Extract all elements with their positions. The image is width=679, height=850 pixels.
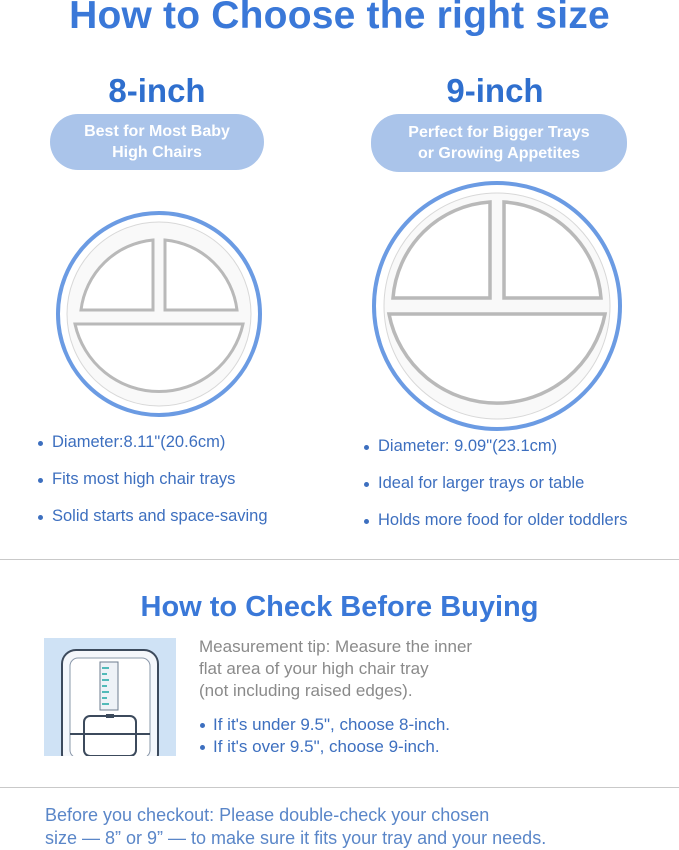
tagline-line: Perfect for Bigger Trays [408,124,590,141]
size-rules [199,714,450,758]
size-rule: If it's under 9.5", choose 8-inch. [199,714,450,736]
feature-item: Solid starts and space-saving [36,507,268,526]
plate-8-inch-image [55,210,263,418]
size-label-8-inch: 8-inch [108,72,206,109]
tagline-line: High Chairs [112,144,202,161]
high-chair-tray-illustration [44,638,176,756]
page-title: How to Choose the right size [69,0,610,37]
tip-line: flat area of your high chair tray [199,659,429,678]
reminder-line: Before you checkout: Please double-check your chosen [45,805,490,825]
section-divider [0,559,679,560]
checkout-reminder [45,804,675,850]
section-divider [0,787,679,788]
tagline-line: Best for Most Baby [84,123,230,140]
tagline-badge-8-inch [50,114,264,170]
feature-item: Ideal for larger trays or table [362,474,627,493]
size-label-9-inch: 9-inch [446,72,544,109]
check-section-title: How to Check Before Buying [140,591,539,623]
features-8-inch [36,433,268,526]
tagline-line: or Growing Appetites [417,145,581,162]
tip-line: (not including raised edges). [199,681,413,700]
feature-item: Fits most high chair trays [36,470,268,489]
feature-item: Diameter:8.11"(20.6cm) [36,433,268,452]
plate-9-inch-image [371,180,623,432]
size-rule: If it's over 9.5", choose 9-inch. [199,736,450,758]
feature-item: Diameter: 9.09"(23.1cm) [362,437,627,456]
reminder-line: size — 8” or 9” — to make sure it fits your tray and your needs. [45,828,547,848]
features-9-inch [362,437,627,530]
tagline-badge-9-inch [371,114,627,172]
tip-line: Measurement tip: Measure the inner [199,637,473,656]
measurement-tip [199,636,472,702]
feature-item: Holds more food for older toddlers [362,511,627,530]
